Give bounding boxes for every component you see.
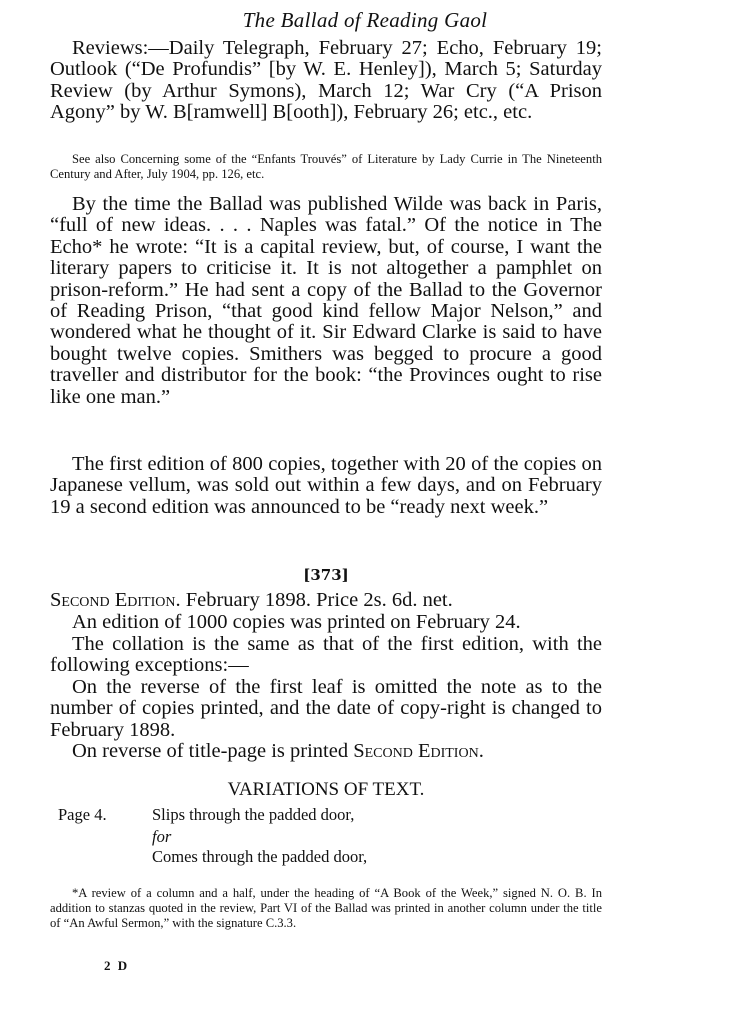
running-head: The Ballad of Reading Gaol xyxy=(242,8,488,32)
second-edition-paragraph-4 xyxy=(50,741,602,762)
reviews-paragraph: Reviews:—Daily Telegraph, February 27; Echo, February 19; Outlook (“De Profundis” [by W. E. Henley]), March 5; Saturday Review (by Arthur Symons), March 12; War Cry (“A Prison Agony” by W. B[ramwell] B[ooth]), February 26; etc., etc. xyxy=(50,37,602,124)
body-paragraph-2: The first edition of 800 copies, together with 20 of the copies on Japanese vellum, was sold out within a few days, and on February 19 a second edition was announced to be “ready next week.” xyxy=(50,453,602,518)
footnote: *A review of a column and a half, under the heading of “A Book of the Week,” signed N. O. B. In addition to stanzas quoted in the review, Part VI of the Ballad was printed in another column under the title of “An Awful Sermon,” with the signature C.3.3. xyxy=(50,886,602,931)
second-edition-label: Second Edition. xyxy=(50,589,181,611)
second-edition-small-caps: Second Edition. xyxy=(353,740,484,762)
second-edition-paragraph-3: On the reverse of the first leaf is omitted the note as to the number of copies printed, and the date of copy-right is changed to February 1898. xyxy=(50,676,602,741)
variation-page-ref: Page 4. xyxy=(58,805,107,824)
see-also-note: See also Concerning some of the “Enfants Trouvés” of Literature by Lady Currie in The Nineteenth Century and After, July 1904, pp. 126, etc. xyxy=(50,152,602,182)
second-edition-paragraph-1: An edition of 1000 copies was printed on February 24. xyxy=(72,611,521,633)
variations-heading: VARIATIONS OF TEXT. xyxy=(227,779,425,800)
second-edition-paragraph-2: The collation is the same as that of the first edition, with the following exceptions:— xyxy=(50,633,602,677)
variation-for: for xyxy=(152,827,172,846)
variation-line-1: Slips through the padded door, xyxy=(152,805,355,824)
entry-number: [373] xyxy=(303,566,349,584)
signature-mark: 2 D xyxy=(104,958,130,973)
second-edition-heading xyxy=(50,590,602,611)
second-edition-price: February 1898. Price 2s. 6d. net. xyxy=(180,589,453,611)
title-page-note: On reverse of title-page is printed xyxy=(72,740,354,762)
body-paragraph-1: By the time the Ballad was published Wilde was back in Paris, “full of new ideas. . . . Naples was fatal.” Of the notice in The Echo* he wrote: “It is a capital review, but, of course, I want the literary papers to criticise it. It is not altogether a pamphlet on prison-reform.” He had sent a copy of the Ballad to the Governor of Reading Prison, “that good kind fellow Major Nelson,” and wondered what he thought of it. Sir Edward Clarke is said to have bought twelve copies. Smithers was begged to procure a good traveller and distributor for the book: “the Provinces ought to rise like one man.” xyxy=(50,193,602,408)
variation-line-2: Comes through the padded door, xyxy=(152,847,368,866)
